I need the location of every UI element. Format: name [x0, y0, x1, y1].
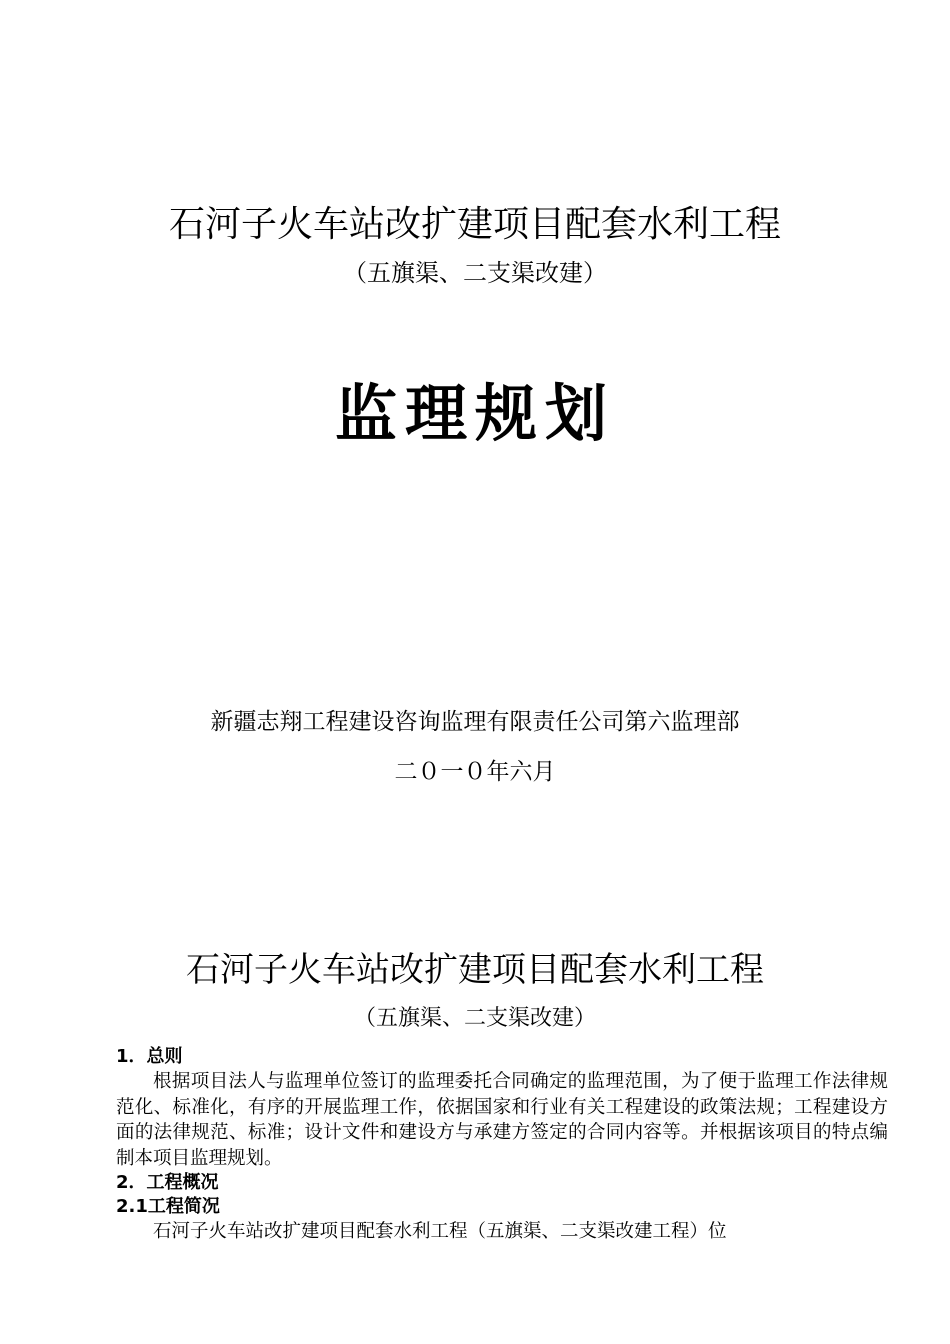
cover-heading: 监理规划: [334, 377, 615, 450]
cover-subtitle: （五旗渠、二支渠改建）: [343, 259, 607, 287]
cover-date: 二０一０年六月: [394, 759, 556, 785]
section-heading-overview: 2．工程概况: [116, 1172, 219, 1193]
section-heading-general: 1．总则: [116, 1046, 183, 1067]
body-title: 石河子火车站改扩建项目配套水利工程: [186, 950, 764, 990]
cover-title: 石河子火车站改扩建项目配套水利工程: [168, 204, 781, 245]
section-paragraph-brief: 石河子火车站改扩建项目配套水利工程（五旗渠、二支渠改建工程）位: [153, 1221, 727, 1242]
section-heading-brief: 2.1工程简况: [116, 1196, 220, 1217]
cover-organization: 新疆志翔工程建设咨询监理有限责任公司第六监理部: [210, 709, 740, 735]
document-content: [116, 1045, 888, 1245]
body-subtitle: （五旗渠、二支渠改建）: [353, 1006, 596, 1031]
section-paragraph-general: 根据项目法人与监理单位签订的监理委托合同确定的监理范围，为了便于监理工作法律规范化、标准化，有序的开展监理工作，依据国家和行业有关工程建设的政策法规；工程建设方面的法律规范、标准；设计文件和建设方与承建方签定的合同内容等。并根据该项目的特点编制本项目监理规划。: [116, 1071, 888, 1169]
